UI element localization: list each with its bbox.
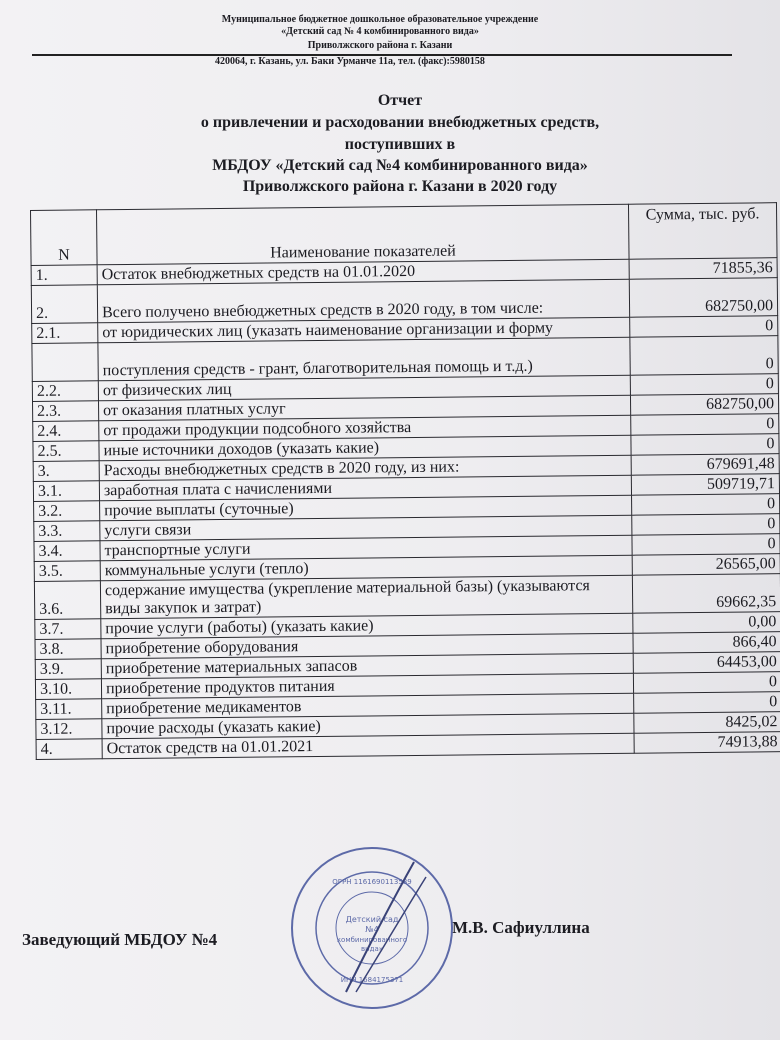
- row-sum: 8425,02: [634, 712, 780, 734]
- row-name: Остаток средств на 01.01.2021: [102, 733, 634, 759]
- row-number: 3.5.: [34, 561, 100, 582]
- row-name: поступления средств - грант, благотворительная помощь и т.д.): [98, 337, 630, 381]
- row-sum: 74913,88: [634, 732, 780, 754]
- row-number: 2.3.: [33, 401, 99, 422]
- row-sum: 0,00: [633, 612, 780, 634]
- row-sum: 0: [630, 316, 778, 338]
- row-number: 3.8.: [35, 639, 101, 660]
- row-number: 3.: [33, 461, 99, 482]
- row-name: приобретение медикаментов: [102, 693, 634, 719]
- row-name: прочие выплаты (суточные): [100, 495, 632, 521]
- row-number: 2.5.: [33, 441, 99, 462]
- row-sum: 866,40: [633, 632, 780, 654]
- svg-text:Детский сад: Детский сад: [345, 915, 399, 924]
- row-name: коммунальные услуги (тепло): [100, 555, 632, 581]
- row-name: заработная плата с начислениями: [99, 475, 631, 501]
- org-address: 420064, г. Казань, ул. Баки Урманче 11а, тел. (факс):5980158: [215, 56, 485, 67]
- row-sum: 71855,36: [629, 258, 777, 280]
- svg-text:№4: №4: [365, 925, 379, 934]
- signature-position: Заведующий МБДОУ №4: [22, 930, 218, 949]
- row-number: 2.1.: [32, 323, 98, 344]
- row-number: 2.: [31, 285, 97, 324]
- row-name: от физических лиц: [98, 375, 630, 401]
- row-number: 3.10.: [35, 679, 101, 700]
- row-sum: 0: [632, 534, 780, 556]
- row-name: услуги связи: [100, 515, 632, 541]
- official-stamp: [286, 842, 458, 1014]
- row-number: 3.7.: [35, 619, 101, 640]
- report-subtitle-line1: о привлечении и расходовании внебюджетных средств,: [200, 114, 600, 131]
- row-sum: 0: [630, 374, 778, 396]
- row-name: Расходы внебюджетных средств в 2020 году, из них:: [99, 455, 631, 481]
- row-name: приобретение продуктов питания: [101, 673, 633, 699]
- row-number: 3.2.: [34, 501, 100, 522]
- signature-name: М.В. Сафиуллина: [452, 918, 590, 937]
- svg-text:вида»: вида»: [360, 945, 384, 953]
- row-sum: 0: [632, 494, 780, 516]
- row-name: от юридических лиц (указать наименование организации и форму: [98, 317, 630, 343]
- row-name: прочие расходы (указать какие): [102, 713, 634, 739]
- row-name: иные источники доходов (указать какие): [99, 435, 631, 461]
- row-name: содержание имущества (укрепление материальной базы) (указываются виды закупок и затрат): [100, 575, 632, 619]
- org-name-line3: Приволжского района г. Казани: [307, 40, 453, 51]
- col-header-sum: Сумма, тыс. руб.: [628, 203, 777, 260]
- row-sum: 0: [634, 692, 780, 714]
- col-header-name: Наименование показателей: [97, 204, 630, 265]
- row-name: приобретение оборудования: [101, 633, 633, 659]
- row-number: 3.6.: [34, 581, 100, 620]
- row-sum: 509719,71: [631, 474, 779, 496]
- svg-text:ИНН 1684175371: ИНН 1684175371: [340, 976, 404, 984]
- col-header-number: N: [31, 210, 98, 266]
- org-name-line2: «Детский сад № 4 комбинированного вида»: [281, 26, 479, 37]
- row-number: 4.: [36, 739, 102, 760]
- report-title: Отчет: [377, 92, 423, 109]
- row-number: [32, 343, 98, 382]
- row-name: транспортные услуги: [100, 535, 632, 561]
- row-sum: 0: [631, 434, 779, 456]
- row-sum: 26565,00: [632, 554, 780, 576]
- row-number: 3.4.: [34, 541, 100, 562]
- row-number: 2.2.: [32, 381, 98, 402]
- report-table: [30, 202, 780, 760]
- report-subtitle-line2: поступивших в: [344, 136, 456, 153]
- row-sum: 0: [633, 672, 780, 694]
- row-number: 3.9.: [35, 659, 101, 680]
- report-subtitle-line3: МБДОУ «Детский сад №4 комбинированного вида»: [212, 157, 588, 174]
- svg-text:комбинированного: комбинированного: [336, 936, 408, 944]
- row-sum: 0: [631, 414, 779, 436]
- svg-text:ОГРН 1161690113589: ОГРН 1161690113589: [332, 878, 412, 886]
- report-subtitle-line4: Приволжского района г. Казани в 2020 году: [242, 178, 558, 195]
- row-sum: 0: [632, 514, 780, 536]
- row-name: от продажи продукции подсобного хозяйства: [99, 415, 631, 441]
- row-number: 2.4.: [33, 421, 99, 442]
- row-name: Всего получено внебюджетных средств в 2020 году, в том числе:: [97, 279, 629, 323]
- row-sum: 69662,35: [632, 574, 780, 614]
- row-number: 3.11.: [36, 699, 102, 720]
- row-number: 3.3.: [34, 521, 100, 542]
- row-sum: 0: [630, 336, 778, 376]
- row-sum: 64453,00: [633, 652, 780, 674]
- org-name-line1: Муниципальное бюджетное дошкольное образовательное учреждение: [221, 14, 539, 25]
- row-number: 1.: [31, 265, 97, 286]
- row-name: Остаток внебюджетных средств на 01.01.2020: [97, 259, 629, 285]
- row-sum: 679691,48: [631, 454, 779, 476]
- row-name: от оказания платных услуг: [99, 395, 631, 421]
- row-number: 3.12.: [36, 719, 102, 740]
- row-sum: 682750,00: [630, 394, 778, 416]
- row-sum: 682750,00: [629, 278, 777, 318]
- row-name: приобретение материальных запасов: [101, 653, 633, 679]
- row-name: прочие услуги (работы) (указать какие): [101, 613, 633, 639]
- row-number: 3.1.: [33, 481, 99, 502]
